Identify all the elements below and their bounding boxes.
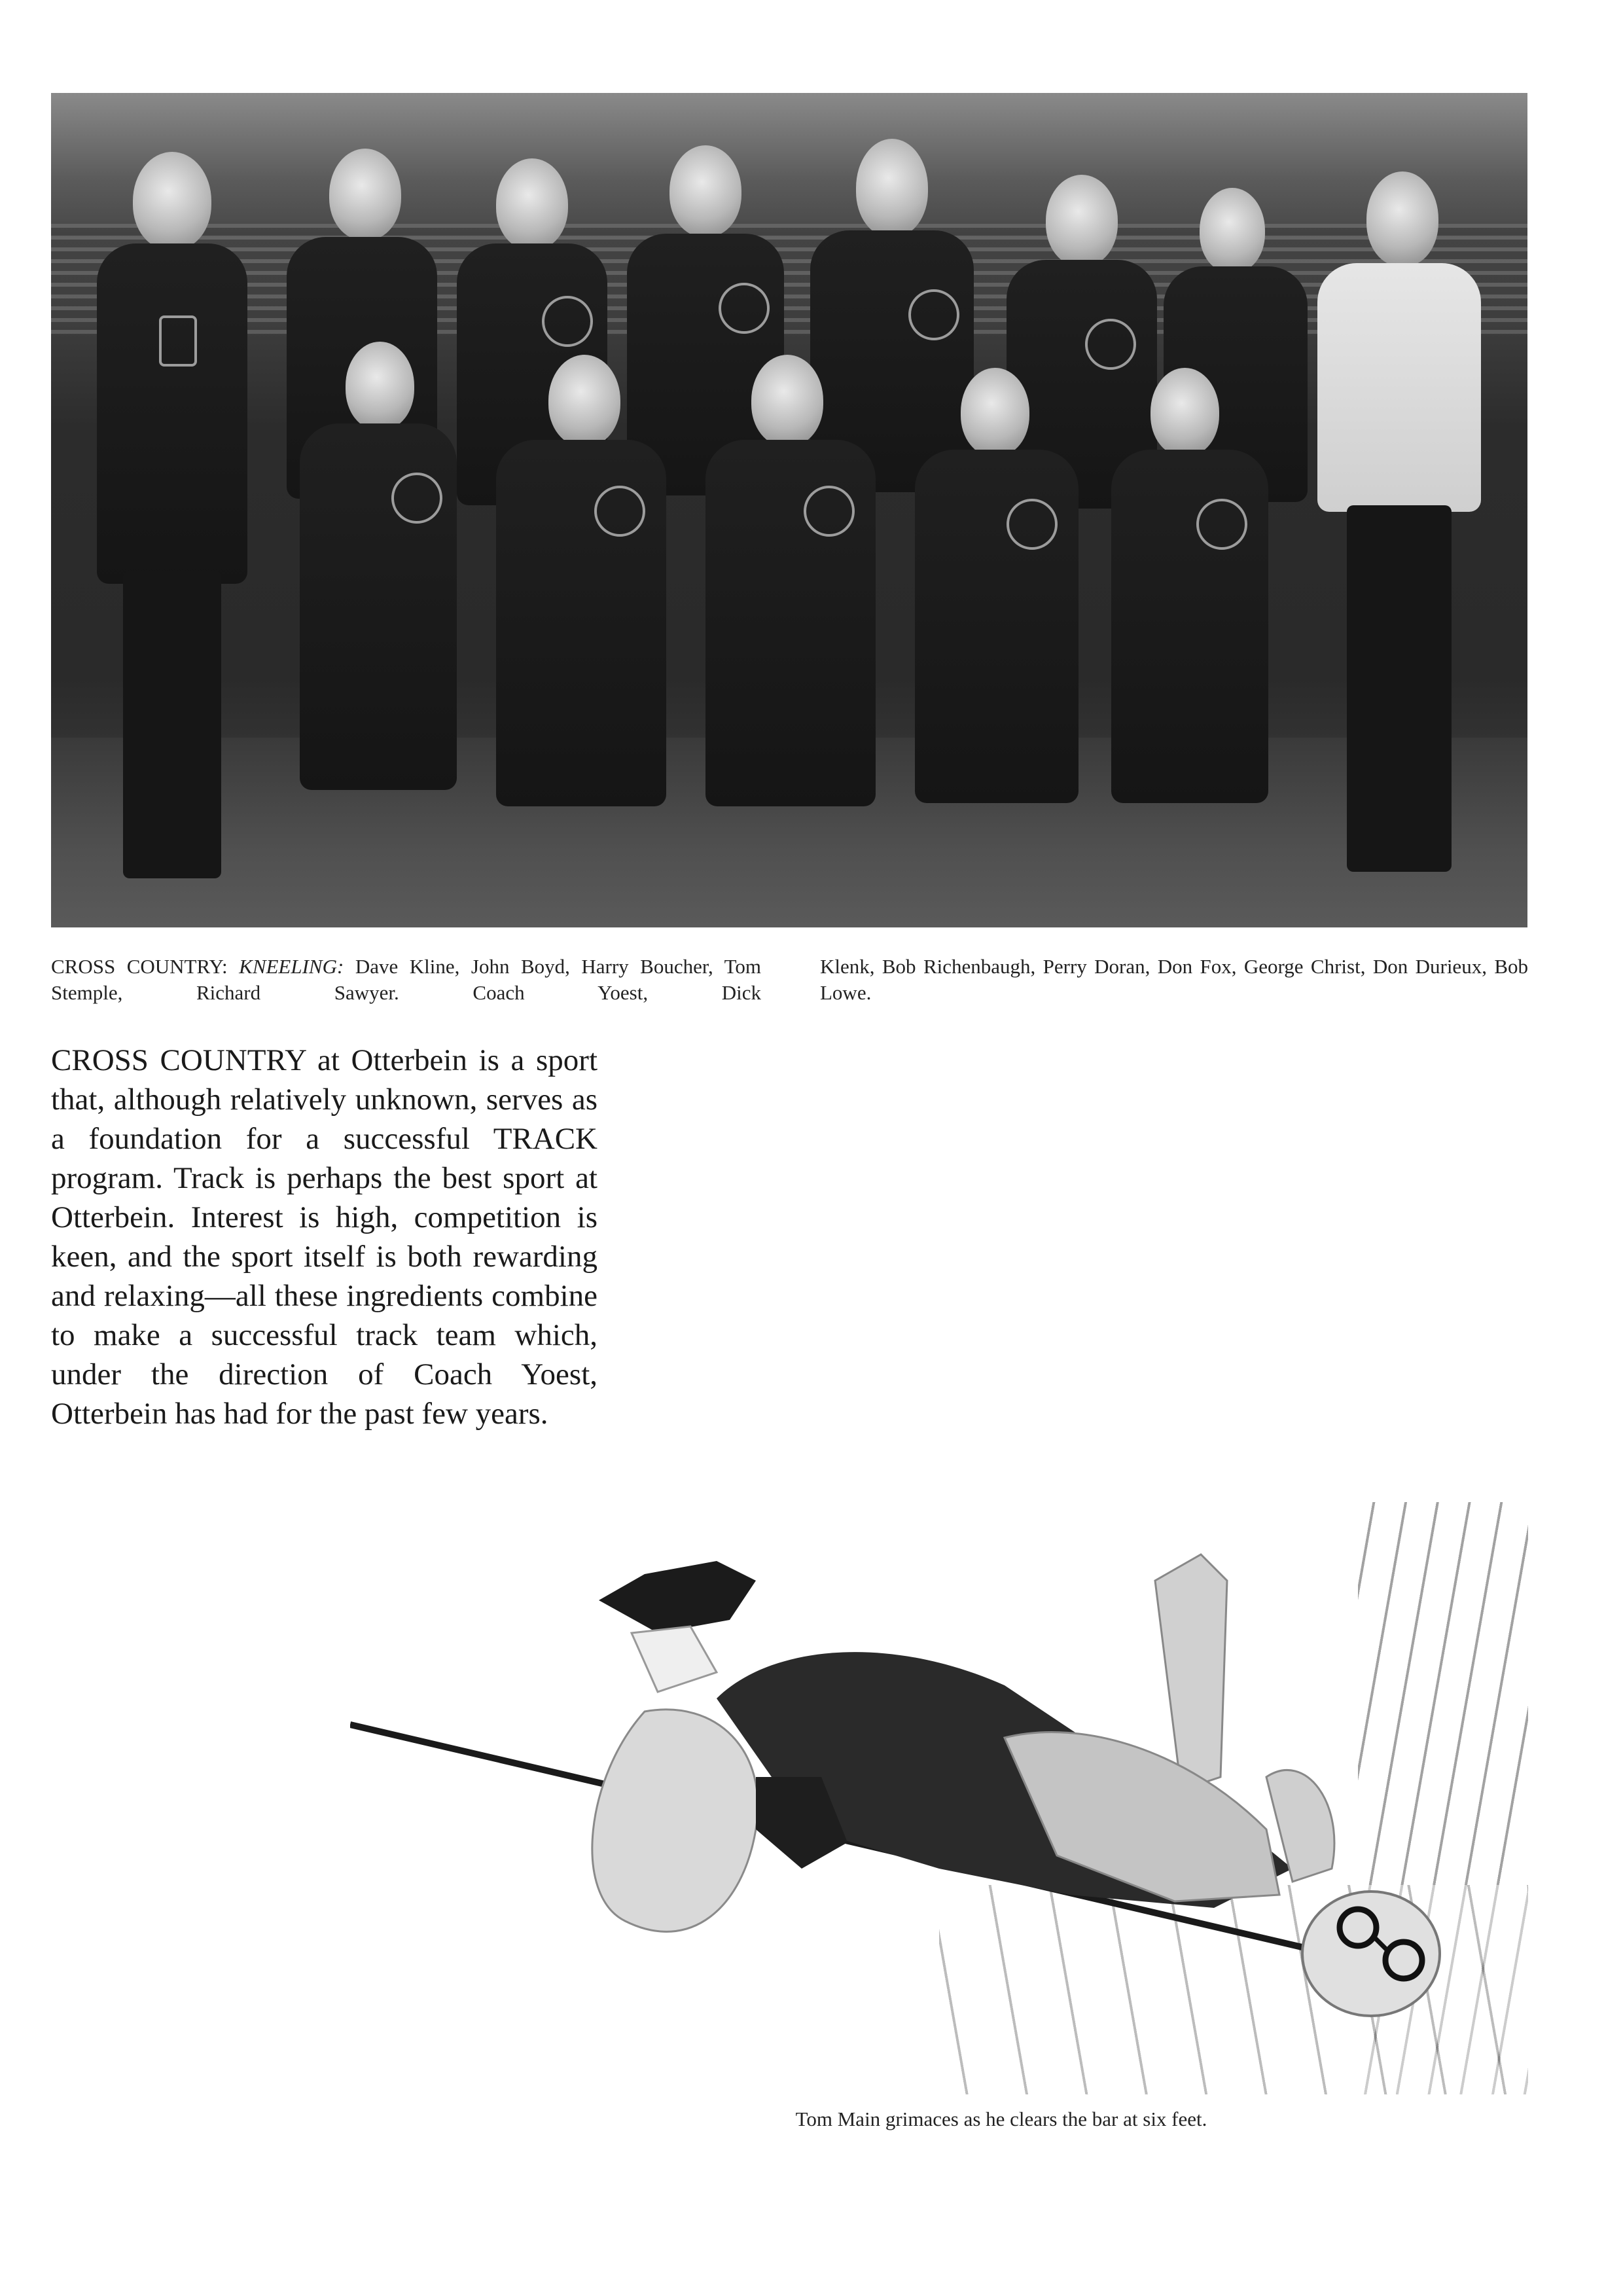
team-member-figure (1317, 158, 1481, 878)
kneeling-member-figure (705, 342, 876, 813)
jumper-illustration (350, 1502, 1528, 2094)
team-caption-left (51, 954, 761, 1006)
caption-kneeling-label: KNEELING: (239, 955, 344, 978)
kneeling-member-figure (1111, 355, 1268, 813)
high-jump-photo (350, 1502, 1528, 2094)
kneeling-member-figure (915, 355, 1079, 813)
caption-names-left: Dave Kline, John Boyd, Harry Boucher, Tom Stemple, Richard Sawyer. Coach Yoest, Dick (51, 955, 762, 1004)
caption-label: CROSS COUNTRY: (51, 955, 228, 978)
team-photo (51, 93, 1527, 927)
body-paragraph: CROSS COUNTRY at Otterbein is a sport that, although relatively unknown, serves as a foundation for a successful TRACK program. Track is perhaps the best sport at Otterbein. Interest is high, competition is keen, and the sport itself is both rewarding and relaxing—all these ingredients combine to make a successful track team which, under the direction of Coach Yoest, Otterbein has had for the past few years. (51, 1043, 597, 1431)
high-jump-caption: Tom Main grimaces as he clears the bar at six feet. (795, 2108, 1207, 2130)
team-caption-right (820, 954, 1528, 1006)
kneeling-member-figure (496, 342, 666, 813)
caption-names-right: Klenk, Bob Richenbaugh, Perry Doran, Don Fox, George Christ, Don Durieux, Bob Lowe. (820, 955, 1528, 1004)
kneeling-member-figure (300, 329, 457, 800)
coach-figure (97, 139, 247, 891)
